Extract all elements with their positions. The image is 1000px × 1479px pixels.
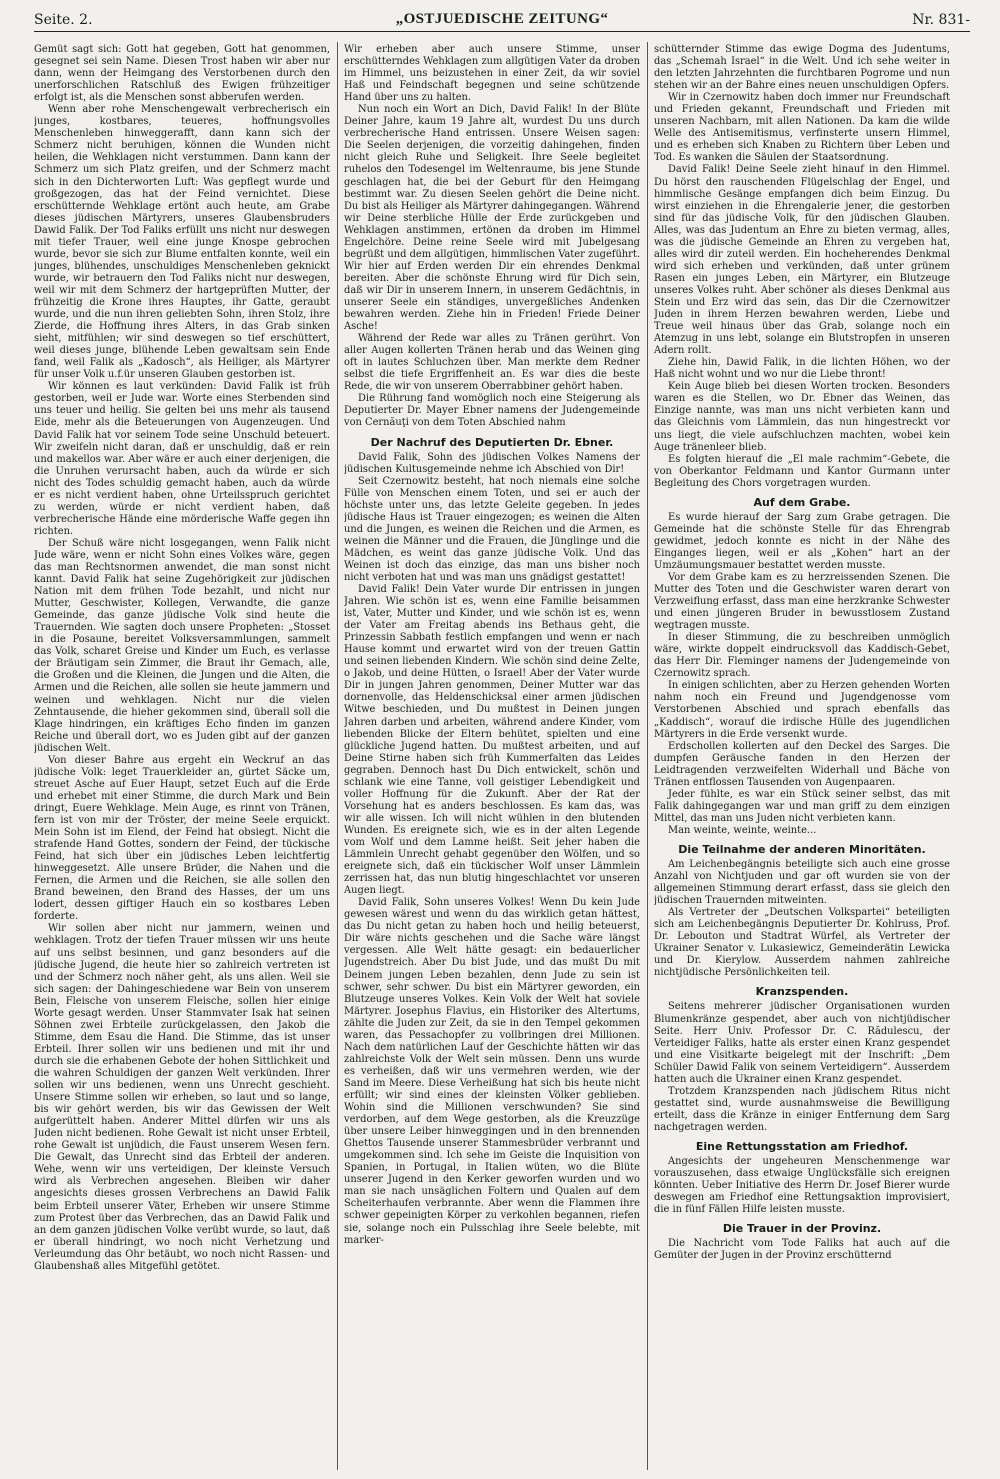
paragraph: Während der Rede war alles zu Tränen gerührt. Von aller Augen kollerten Tränen herab und das Weinen ging oft in lautes Schluchzen über. Man merkte dem Redner selbst die tiefe Ergriffenheit an. Es war dies die beste Rede, die wir von unserem Oberrabbiner gehört haben. [344, 333, 640, 393]
paragraph: Gemüt sagt sich: Gott hat gegeben, Gott hat genommen, gesegnet sei sein Name. Diesen Trost haben wir aber nur dann, wenn der Heimgang des Verstorbenen durch den unerforschlichen Ratschluß des Ewigen frühzeitiger erfolgt ist, als die Menschen sonst abberufen werden. [34, 44, 330, 104]
paragraph: Von dieser Bahre aus ergeht ein Weckruf an das jüdische Volk: leget Trauerkleider an, gürtet Säcke um, streuet Asche auf Euer Haupt, setzet Euch auf die Erde und erhebet mit einer Stimme, die durch Mark und Bein dringt, Euere Wehklage. Mein Auge, es rinnt von Tränen, fern ist von mir der Tröster, der meine Seele erquickt. Mein Sohn ist im Elend, der Feind hat obsiegt. Nicht die strafende Hand Gottes, sondern der Feind, der tückische Feind, hat sich über ein jüdisches Leben leichtfertig hinweggesetzt. Alle unsere Brüder, die Nahen und die Fernen, die Armen und die Reichen, sie alle sollen den Brand beweinen, den Brand des Hasses, der um uns lodert, dessen giftiger Hauch ein so kostbares Leben forderte. [34, 754, 330, 923]
page-label: Seite. 2. [34, 12, 93, 28]
paragraph: Erdschollen kollerten auf den Deckel des Sarges. Die dumpfen Geräusche fanden in den Herzen der Leidtragenden verzweifelten Widerhall und Bäche von Tränen entflossen Tausenden von Augenpaaren. [654, 740, 950, 788]
column-rule-1 [337, 42, 338, 1470]
paragraph: In dieser Stimmung, die zu beschreiben unmöglich wäre, wirkte doppelt eindrucksvoll das Kaddisch-Gebet, das Herr Dir. Fleminger namens der Judengemeinde von Czernowitz sprach. [654, 632, 950, 680]
paragraph: schütternder Stimme das ewige Dogma des Judentums, das „Schemah Israel“ in die Welt. Und ich sehe weiter in den letzten Jahrzehnten die furchtbaren Pogrome und nun stehen wir an der Bahre eines neuen unschuldigen Opfers. [654, 44, 950, 92]
paragraph: Trotzdem Kranzspenden nach jüdischem Ritus nicht gestattet sind, wurde ausnahmsweise die Bewilligung erteilt, dass die Kränze in einiger Entfernung dem Sarg nachgetragen werden. [654, 1085, 950, 1133]
paragraph: Kein Auge blieb bei diesen Worten trocken. Besonders waren es die Stellen, wo Dr. Ebner das Weinen, das Einzige nannte, was man uns nicht verbieten kann und das Gleichnis vom Lämmlein, das nun hingestreckt vor uns liegt, die viele aufschluchzen machten, wobei kein Auge tränenleer blieb. [654, 381, 950, 453]
paragraph: Am Leichenbegängnis beteiligte sich auch eine grosse Anzahl von Nichtjuden und gar oft wurden sie von der allgemeinen Stimmung derart erfasst, dass sie gleich den jüdischen Trauernden mitweinten. [654, 859, 950, 907]
paragraph: Wenn aber rohe Menschengewalt verbrecherisch ein junges, kostbares, teueres, hoffnungsvolles Menschenleben hinweggerafft, dann kann sich der Schmerz nicht beruhigen, können die Wunden nicht heilen, die Wehklagen nicht verstummen. Dann kann der Schmerz um sich Platz greifen, und der Schmerz macht sich in den Dichterworten Luft: Was gepflegt wurde und großgezogen, das hat der Feind vernichtet. Diese erschütternde Wehklage ertönt auch heute, am Grabe dieses jüdischen Märtyrers, unseres Glaubensbruders Dawid Falik. Der Tod Faliks erfüllt uns nicht nur deswegen mit tiefer Trauer, weil eine junge Knospe gebrochen wurde, bevor sie sich zur Blume entfalten konnte, weil ein junges, blühendes, unschuldiges Menschenleben geknickt wurde, wir betrauern den Tod Faliks nicht nur deswegen, weil wir mit dem Schmerz der hartgeprüften Mutter, der frühzeitig die Krone ihres Hauptes, ihr Gatte, geraubt wurde, und die nun ihren geliebten Sohn, ihren Stolz, ihre Zierde, die Hoffnung ihres Alters, in das Grab sinken sieht, mitfühlen; wir sind deswegen so tief erschüttert, weil dieses junge, blühende Leben gewaltsam sein Ende fand, weil Falik als „Kadosch“, als Heiliger, als Märtyrer für unser Volk u.f.ür unseren Glauben gestorben ist. [34, 104, 330, 381]
section-heading-rescue: Eine Rettungsstation am Friedhof. [695, 1139, 909, 1153]
section-heading-grave: Auf dem Grabe. [753, 495, 851, 509]
paragraph: Man weinte, weinte, weinte... [668, 824, 817, 836]
paragraph: Wir können es laut verkünden: David Falik ist früh gestorben, weil er Jude war. Worte eines Sterbenden sind uns teuer und heilig. Sie gelten bei uns mehr als tausend Eide, mehr als die Beteuerungen von Augenzeugen. Und David Falik hat vor seinem Tode seine Unschuld beteuert. Wir zweifeln nicht daran, daß er unschuldig, daß er rein und makellos war. Aber wäre er auch einer derjenigen, die die Unruhen verursacht haben, auch da würde er sich nicht des Todes schuldig gemacht haben, auch da würde er es nicht verdient haben, ohne Urteilsspruch gerichtet zu werden, würde er nicht verdient haben, daß verbrecherische Hände eine mörderische Waffe gegen ihn richten. [34, 381, 330, 537]
paragraph: Vor dem Grabe kam es zu herzreissenden Szenen. Die Mutter des Toten und die Geschwister waren derart von Verzweiflung erfasst, dass man eine herzkranke Schwester und einen jüngeren Bruder in bewusstlosem Zustand wegtragen musste. [654, 571, 950, 632]
paragraph: Seit Czernowitz besteht, hat noch niemals eine solche Fülle von Menschen einem Toten, und sei er auch der höchste unter uns, das letzte Geleite gegeben. In jedes jüdische Haus ist Trauer eingezogen; es weinen die Alten und die Jungen, es weinen die Reichen und die Armen, es weinen die Männer und die Frauen, die Jünglinge und die Mädchen, es weint das ganze jüdische Volk. Und das Weinen ist doch das einzige, das man uns bisher noch nicht verboten hat und was man uns gnädigst gestattet! [344, 475, 640, 583]
paragraph: David Falik! Deine Seele zieht hinauf in den Himmel. Du hörst den rauschenden Flügelschlag der Engel, und himmlische Gesänge empfangen dich beim Einzug. Du wirst einziehen in die Ehrengalerie jener, die gestorben sind für das jüdische Volk, für den jüdischen Glauben. Alles, was das Judentum an Ehre zu bieten vermag, alles, was die jüdische Gemeinde an Ehren zu vergeben hat, alles wird dir zuteil werden. Ein hocheherendes Denkmal wird sich erheben und verkünden, daß unter grünem Rasen ein junges Leben, ein Märtyrer, ein Blutzeuge unseres Volkes ruht. Aber schöner als dieses Denkmal aus Stein und Erz wird das sein, das Dir die Czernowitzer Juden in ihrem Herzen bewahren werden, Liebe und Treue weil hinaus über das Grab, solange noch ein Atemzug in uns lebt, solange ein Blutstropfen in unseren Adern rollt. [654, 164, 950, 357]
paragraph: Die Rührung fand womöglich noch eine Steigerung als Deputierter Dr. Mayer Ebner namens der Judengemeinde von Cernăuţi von dem Toten Abschied nahm [344, 393, 640, 429]
section-heading-ebner: Der Nachruf des Deputierten Dr. Ebner. [370, 435, 614, 449]
paragraph: Die Nachricht vom Tode Faliks hat auch auf die Gemüter der Jugen in der Provinz erschütternd [654, 1238, 950, 1262]
column-1 [34, 44, 330, 1469]
paragraph: Angesichts der ungeheuren Menschenmenge war vorauszusehen, dass etwaige Unglücksfälle sich ereignen könnten. Ueber Initiative des Herrn Dr. Josef Bierer wurde deswegen am Friedhof eine Rettungsaktion improvisiert, die in fünf Fällen Hilfe leisten musste. [654, 1155, 950, 1216]
paragraph: Als Vertreter der „Deutschen Volkspartei“ beteiligten sich am Leichenbegängnis Deputierter Dr. Kohlruss, Prof. Dr. Lebouton und Stadtrat Würfel, als Vertreter der Ukrainer Senator v. Lukasiewicz, Gemeinderätin Lewicka und Dr. Kierylow. Ausserdem nahmen zahlreiche nichtjüdische Persönlichkeiten teil. [654, 907, 950, 979]
issue-number: Nr. 831- [912, 12, 970, 28]
paragraph: Wir erheben aber auch unsere Stimme, unser erschütterndes Wehklagen zum allgütigen Vater da droben im Himmel, uns beizustehen in einer Zeit, da wir soviel Haß und Feindschaft begegnen und seine schützende Hand über uns zu halten. [344, 44, 640, 104]
paragraph: Seitens mehrerer jüdischer Organisationen wurden Blumenkränze gespendet, aber auch von nichtjüdischer Seite. Herr Univ. Professor Dr. C. Rădulescu, der Verteidiger Faliks, hatte als erster einen Kranz gespendet und eine Visitkarte beigelegt mit der Inschrift: „Dem Schüler Dawid Falik von seinem Verteidigern“. Ausserdem hatten auch die Ukrainer einen Kranz gespendet. [654, 1001, 950, 1085]
paragraph: Nun noch ein Wort an Dich, David Falik! In der Blüte Deiner Jahre, kaum 19 Jahre alt, wurdest Du uns durch verbrecherische Hand entrissen. Unsere Weisen sagen: Die Seelen derjenigen, die vorzeitig dahingehen, finden nicht gleich Ruhe und Seligkeit. Ihre Seele begleitet ruhelos den Todesengel im Weltenraume, bis jene Stunde geschlagen hat, die bei der Geburt für den Heimgang bestimmt war. Zu diesen Seelen gehört die Deine nicht. Du bist als Heiliger als Märtyrer dahingegangen. Während wir Deine sterbliche Hülle der Erde zurückgeben und Wehklagen anstimmen, ertönen da droben im Himmel Engelchöre. Deine reine Seele wird mit Jubelgesang begrüßt und dem allgütigen, himmlischen Vater zugeführt. Wir hier auf Erden werden Dir ein ehrendes Denkmal bereiten. Aber die schönste Ehrung wird für Dich sein, daß wir Dir in unserem Innern, in unserem Gedächtnis, in unserer Seele ein ständiges, unvergeßliches Andenken bewahren werden. Ziehe hin in Frieden! Friede Deiner Asche! [344, 104, 640, 333]
paragraph: Es wurde hierauf der Sarg zum Grabe getragen. Die Gemeinde hat die schönste Stelle für das Ehrengrab gewidmet, jedoch konnte es nicht in der Nähe des Einganges liegen, weil er als „Kohen“ hart an der Umzäumungsmauer bestattet werden musste. [654, 511, 950, 571]
page-header [34, 8, 970, 32]
paragraph: Wir sollen aber nicht nur jammern, weinen und wehklagen. Trotz der tiefen Trauer müssen wir uns heute auf uns selbst besinnen, und ganz besonders auf die jüdische Jugend, die heute hier so zahlreich vertreten ist und der Schmerz noch näher geht, als uns allen. Weil sie sich sagen: der Dahingeschiedene war Bein von unserem Bein, Fleische von unserem Fleische, sollen hier einige Worte gesagt werden. Unser Stammvater Isak hat seinen Söhnen zwei Erbteile zurückgelassen, den Jakob die Stimme, dem Esau die Hand. Die Stimme, das ist unser Erbteil. Ihrer sollen wir uns bedienen und mit ihr und durch sie die erhabenen Gebote der hohen Sittlichkeit und die wahren Schuldigen der ganzen Welt verkünden. Ihrer sollen wir uns bedienen, wenn uns Unrecht geschieht. Unsere Stimme sollen wir erheben, so laut und so lange, bis wir gehört werden, bis wir das Gewissen der Welt aufgerüttelt haben. Anderer Mittel dürfen wir uns als Juden nicht bedienen. Rohe Gewalt ist nicht unser Erbteil, rohe Gewalt ist unjüdich, die Faust unserem Wesen fern. Die Gewalt, das Unrecht sind das Erbteil der anderen. Wehe, wenn wir uns verteidigen, Der kleinste Versuch wird als Verbrechen angesehen. Bleiben wir daher angesichts dieses grossen Verbrechens an Dawid Falik beim Erbteil unserer Väter, Erheben wir unsere Stimme zum Protest über das Verbrechen, das an Dawid Falik und an dem ganzen jüdischen Volke verübt wurde, so laut, daß er überall hindringt, wo noch nicht Verhetzung und Verleumdung das Ohr betäubt, wo noch nicht Rassen- und Glaubenshaß alles Mitgefühl getötet. [34, 923, 330, 1272]
section-heading-province: Die Trauer in der Provinz. [722, 1222, 882, 1236]
paragraph: Jeder fühlte, es war ein Stück seiner selbst, das mit Falik dahingegangen war und man griff zu dem einzigen Mittel, das man uns Juden nicht verbieten kann. [654, 788, 950, 824]
paragraph: Ziehe hin, Dawid Falik, in die lichten Höhen, wo der Haß nicht wohnt und wo nur die Liebe thront! [654, 357, 950, 381]
section-heading-wreaths: Kranzspenden. [755, 985, 849, 999]
paragraph: Wir in Czernowitz haben doch immer nur Freundschaft und Frieden gekannt, Freundschaft und Frieden mit unseren Nachbarn, mit allen Nationen. Da kam die wilde Welle des Antisemitismus, verfinsterte unsern Himmel, und es erheben sich Knaben zu Richtern über Leben und Tod. Es wanken die Säulen der Staatsordnung. [654, 92, 950, 164]
column-3 [654, 44, 950, 1469]
section-heading-minorities: Die Teilnahme der anderen Minoritäten. [678, 843, 926, 856]
newspaper-title: „OSTJUEDISCHE ZEITUNG“ [395, 11, 609, 27]
paragraph: David Falik, Sohn des jüdischen Volkes Namens der jüdischen Kultusgemeinde nehme ich Abschied von Dir! [344, 451, 640, 475]
paragraph: David Falik! Dein Vater wurde Dir entrissen in jungen Jahren. Wie schön ist es, wenn eine Familie beisammen ist, Vater, Mutter und Kinder, und wie schön ist es, wenn der Vater am Freitag abends ins Bethaus geht, die Prinzessin Sabbath festlich empfangen und wenn er nach Hause kommt und erwartet wird von der treuen Gattin und seinen liebenden Kindern. Wie schön sind deine Zelte, o Jakob, und deine Hütten, o Israel! Aber der Vater wurde Dir in jungen Jahren genommen, Deiner Mutter war das dornenvolle, das Heldenschicksal einer armen jüdischen Witwe beschieden, und Du mußtest in Deinen jungen Jahren darben und arbeiten, während andere Kinder, vom liebenden Blicke der Eltern behütet, spielten und eine glückliche Jugend hatten. Du mußtest arbeiten, und auf Deine Stirne haben sich früh Kummerfalten das Leides gegraben. Dennoch hast Du Dich entwickelt, schön und schlank wie eine Tanne, voll geistiger Lebendigkeit und voller Hoffnung für die Zukunft. Aber der Rat der Vorsehung hat es anders beschlossen. Es kam das, was wir alle wissen. Ich will nicht wühlen in den blutenden Wunden. Es ereignete sich, wie es in der alten Legende vom Wolf und dem Lamme heißt. Seit jeher haben die Lämmlein Unrecht gehabt gegenüber den Wölfen, und so ereignete sich, daß ein tückischer Wolf unser Lämmlein zerrissen hat, das nun blutig hingeschlachtet vor unseren Augen liegt. [344, 584, 640, 897]
paragraph: Es folgten hierauf die „El male rachmim“-Gebete, die von Oberkantor Feldmann und Kantor Gurmann unter Begleitung des Chors vorgetragen wurden. [654, 453, 950, 489]
paragraph: David Falik, Sohn unseres Volkes! Wenn Du kein Jude gewesen wärest und wenn du das wirklich getan hättest, das Du nicht getan zu haben hoch und heilig beteuerst, Dir wäre nichts geschehen und die Sache wäre längst vergessen. Alle Welt hätte gesagt: ein bedauerlicher Jugendstreich. Aber Du bist Jude, und das mußt Du mit Deinem jungen Leben bezahlen, denn Jude zu sein ist schwer, sehr schwer. Du bist ein Märtyrer geworden, ein Blutzeuge unseres Volkes. Kein Volk der Welt hat soviele Märtyrer. Josephus Flavius, ein Historiker des Altertums, zählte die Juden zur Zeit, da sie in den Tempel gekommen waren, das Pessachopfer zu vollbringen drei Millionen. Nach dem natürlichen Lauf der Geschichte hätten wir das zahlreichste Volk der Welt sein müssen. Denn uns wurde es verheißen, daß wir uns vermehren werden, wie der Sand im Meere. Diese Verheißung hat sich bis heute nicht erfüllt; wir sind eines der kleinsten Völker geblieben. Wohin sind die Millionen verschwunden? Sie sind verdorben, auf dem Wege gestorben, als die Kreuzzüge über unsere Leiber hinweggingen und in den brennenden Ghettos Tausende unserer Stammesbrüder verbrannt und umgekommen sind. Ich sehe im Geiste die Inquisition von Spanien, in Portugal, in Italien wüten, wo die Blüte unserer Jugend in den Kerker geworfen wurden und wo man sie nach unsäglichen Foltern und Qualen auf dem Scheiterhaufen verbrannte. Aber wenn die Flammen ihre schwer gepeinigten Körper zu verkohlen begannen, riefen sie, solange noch ein Pulsschlag ihre Seele belebte, mit marker- [344, 897, 640, 1246]
column-rule-2 [647, 42, 648, 1470]
paragraph: In einigen schlichten, aber zu Herzen gehenden Worten nahm noch ein Freund und Jugendgenosse vom Verstorbenen Abschied und sprach ebenfalls das „Kaddisch“, worauf die irdische Hülle des jugendlichen Märtyrers in die Erde versenkt wurde. [654, 680, 950, 740]
column-2 [344, 44, 640, 1469]
paragraph: Der Schuß wäre nicht losgegangen, wenn Falik nicht Jude wäre, wenn er nicht Sohn eines Volkes wäre, gegen das man Rechtsnormen anwendet, die man sonst nicht kannt. David Falik hat seine Zugehörigkeit zur jüdischen Nation mit dem frühen Tode bezahlt, und nicht nur Mutter, Geschwister, Kollegen, Verwandte, die ganze Gemeinde, das ganze jüdische Volk sind heute die Trauernden. Wie sagten doch unsere Propheten: „Stosset in die Posaune, bereitet Volksversammlungen, sammelt das Volk, scharet Greise und Kinder um Euch, es verlasse der Bräutigam sein Zimmer, die Braut ihr Gemach, alle, die Großen und die Kleinen, die Jungen und die Alten, die Armen und die Reichen, alle sollen sie heute jammern und weinen und wehklagen. Nicht nur die vielen Zehntausende, die hieher gekommen sind, überall soll die Klage hindringen, ein kräftiges Echo finden im ganzen Reiche und überall dort, wo es Juden gibt auf der ganzen jüdischen Welt. [34, 537, 330, 754]
